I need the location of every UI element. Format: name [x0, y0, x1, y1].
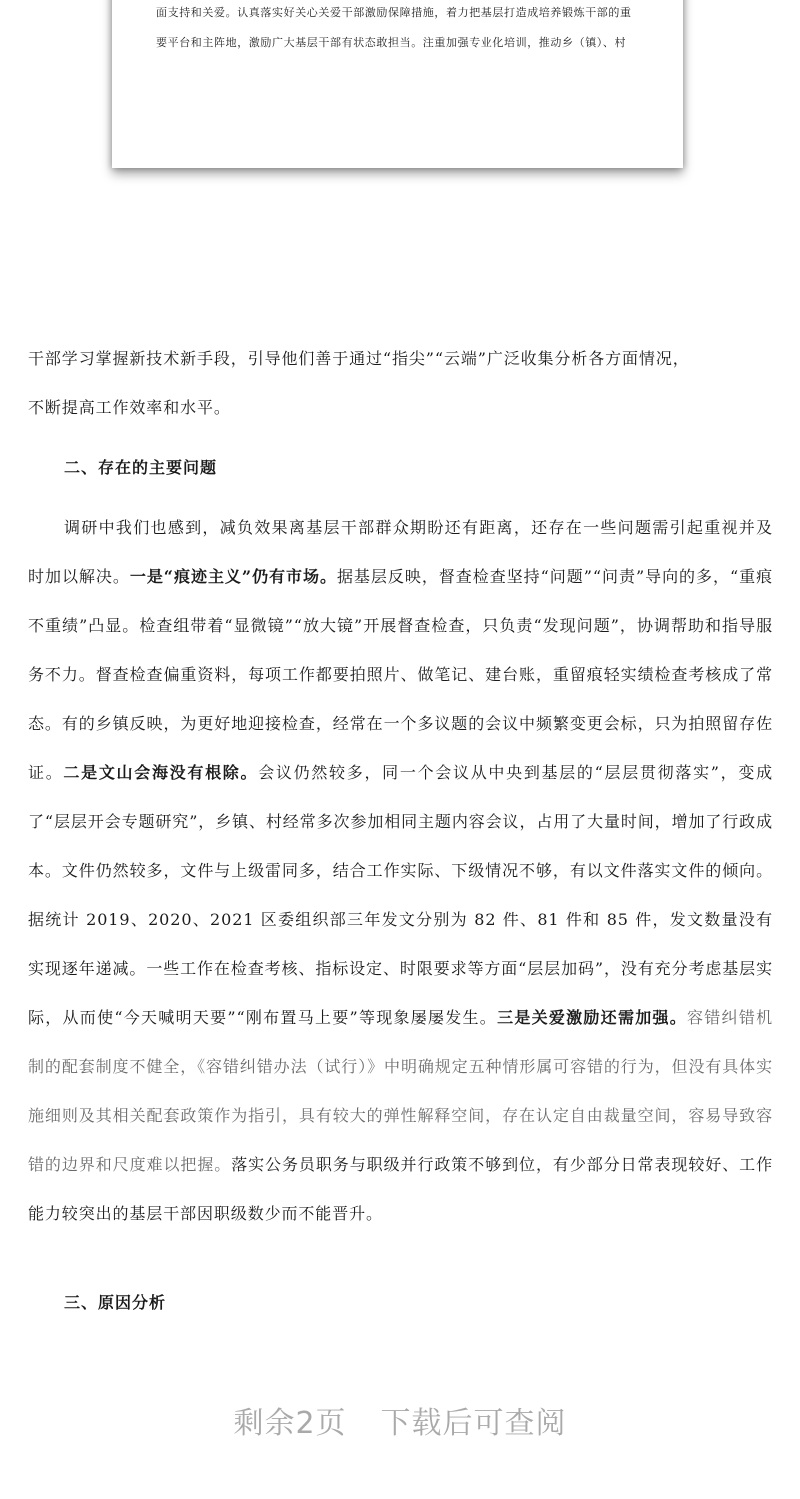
point-one-title: 一是“痕迹主义”仍有市场。 — [129, 567, 337, 586]
problems-text — [28, 503, 773, 1238]
problems-intro: 调研中我们也感到，减负效果离基层干部群众期盼还有距离，还存在一些问题需引起重视并及时加以解决。 — [28, 518, 773, 586]
download-prompt[interactable] — [0, 1398, 800, 1442]
continuation-paragraph — [28, 334, 773, 432]
remaining-pages-label: 剩余2页 — [233, 1406, 347, 1441]
point-three-grey-text: 容错纠错机制的配套制度不健全，《容错纠错办法（试行）》中明确规定五种情形属可容错的行为，但没有具体实施细则及其相关配套政策作为指引，具有较大的弹性解释空间，存在认定自由裁量空间，容易导致容错的边界和尺度难以把握。 — [28, 1008, 773, 1174]
download-hint-label: 下载后可查阅 — [380, 1406, 567, 1441]
preview-line: 面支持和关爱。认真落实好关心关爱干部激励保障措施，着力把基层打造成培养锻炼干部的重 — [156, 6, 632, 19]
continuation-line: 不断提高工作效率和水平。 — [28, 398, 231, 417]
problems-paragraph — [28, 503, 773, 1238]
preview-line: 要平台和主阵地，激励广大基层干部有状态敢担当。注重加强专业化培训，推动乡（镇）、村 — [156, 36, 627, 49]
point-three-text: 落实公务员职务与职级并行政策不够到位，有少部分日常表现较好、工作能力较突出的基层干部因职级数少而不能晋升。 — [28, 1155, 773, 1223]
section-heading-problems: 二、存在的主要问题 — [64, 458, 218, 477]
point-two-title: 二是文山会海没有根除。 — [63, 763, 259, 782]
point-one-text: 据基层反映，督查检查坚持“问题”“问责”导向的多，“重痕不重绩”凸显。检查组带着“显微镜”“放大镜”开展督查检查，只负责“发现问题”，协调帮助和指导服务不力。督查检查偏重资料，每项工作都要拍照片、做笔记、建台账，重留痕轻实绩检查考核成了常态。有的乡镇反映，为更好地迎接检查，经常在一个多议题的会议中频繁变更会标，只为拍照留存佐证。 — [28, 567, 774, 782]
page-preview-card — [112, 0, 683, 168]
point-two-text: 会议仍然较多，同一个会议从中央到基层的“层层贯彻落实”，变成了“层层开会专题研究”，乡镇、村经常多次参加相同主题内容会议，占用了大量时间，增加了行政成本。文件仍然较多，文件与上级雷同多，结合工作实际、下级情况不够，有以文件落实文件的倾向。据统计 2019、2020、2021 区委组织部三年发文分别为 82 件、81 件和 85 件，发文数量没有实现逐年递减。一些工作在检查考核、指标设定、时限要求等方面“层层加码”，没有充分考虑基层实际，从而使“今天喊明天要”“刚布置马上要”等现象屡屡发生。 — [28, 763, 773, 1027]
section-heading-causes: 三、原因分析 — [64, 1293, 167, 1312]
point-three-title: 三是关爱激励还需加强。 — [497, 1008, 688, 1027]
continuation-line: 干部学习掌握新技术新手段，引导他们善于通过“指尖”“云端”广泛收集分析各方面情况， — [28, 349, 690, 368]
